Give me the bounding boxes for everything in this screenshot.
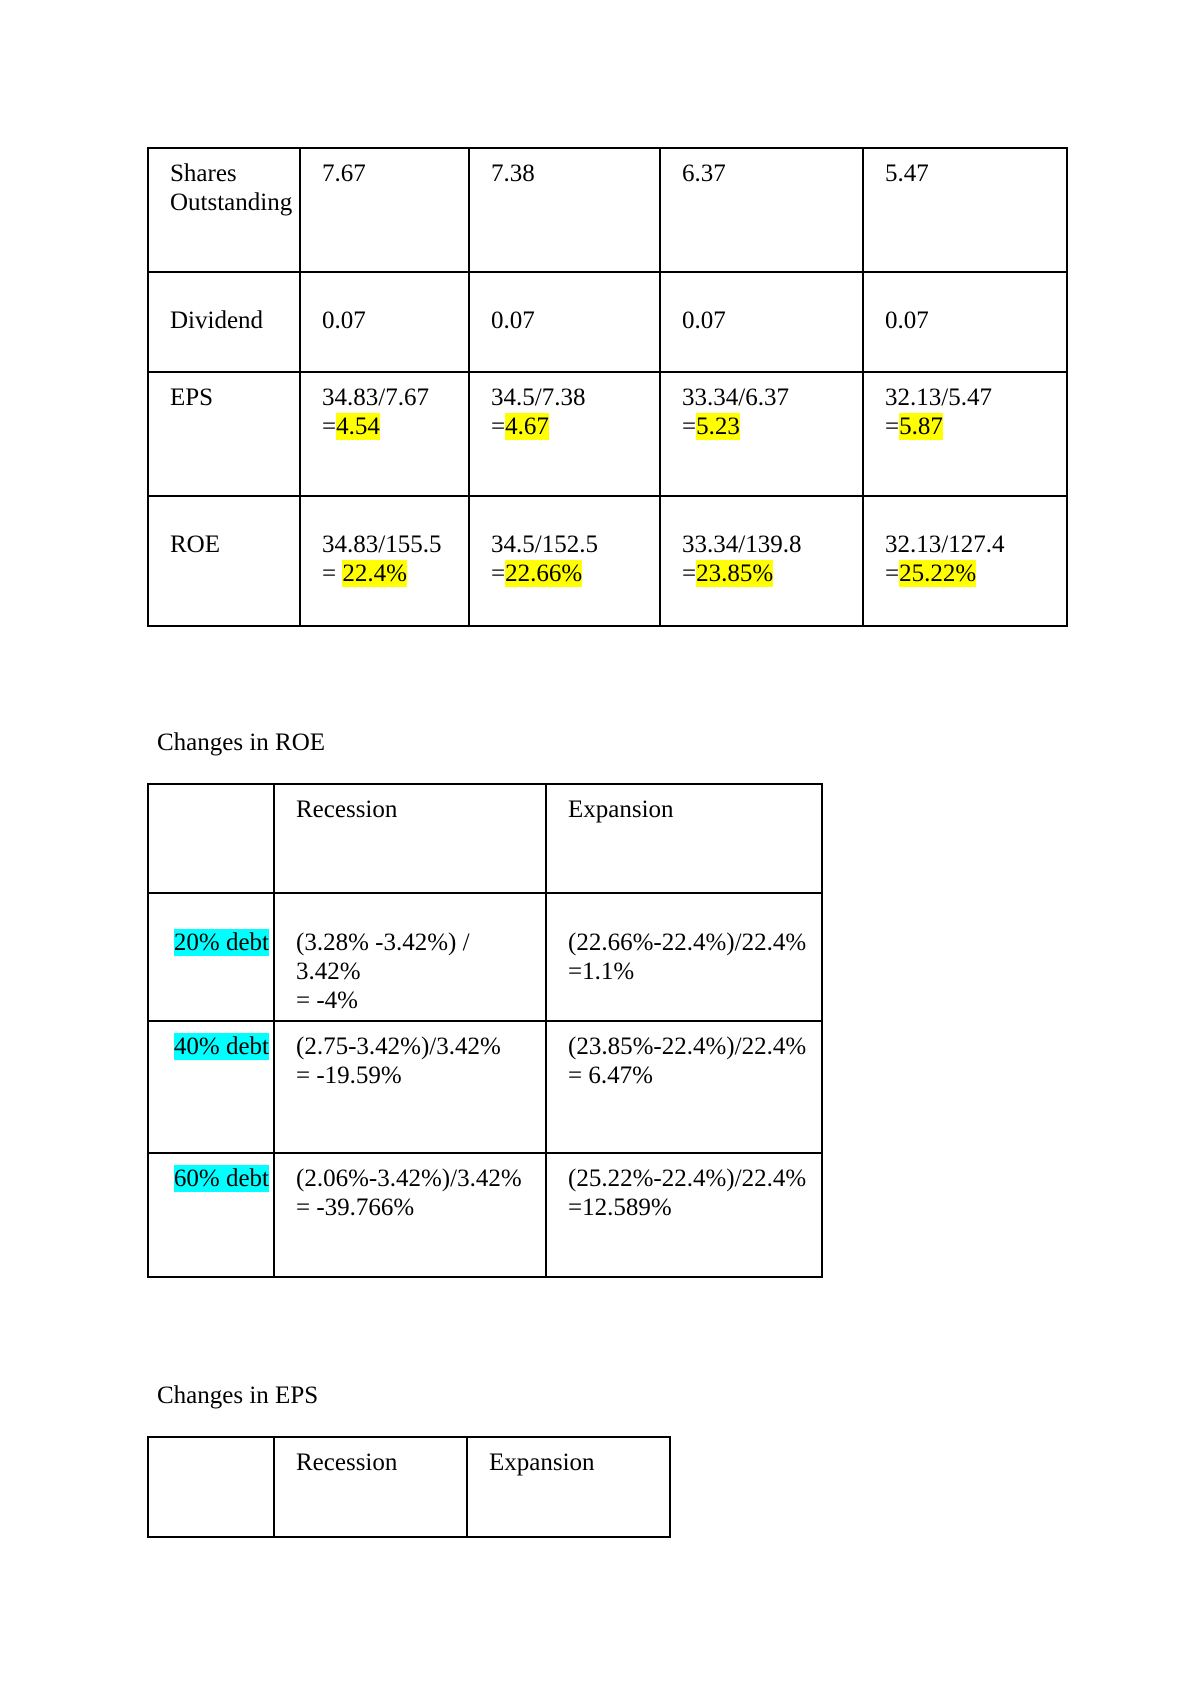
value-cell [469, 272, 660, 372]
cell-value: 7.67 [322, 160, 366, 187]
highlighted-result: 22.66% [505, 560, 583, 587]
shares-outstanding-label: Shares Outstanding [170, 160, 293, 216]
value-cell [300, 148, 469, 272]
roe-label: ROE [170, 531, 220, 558]
row-label [148, 1153, 274, 1277]
value-cell [469, 148, 660, 272]
expansion-cell [546, 893, 822, 1021]
result-text: = -19.59% [296, 1062, 402, 1089]
eps-label: EPS [170, 384, 214, 411]
formula-text: (2.06%-3.42%)/3.42% [296, 1165, 522, 1192]
expansion-header: Expansion [489, 1449, 595, 1476]
value-cell [469, 496, 660, 626]
recession-header: Recession [296, 796, 398, 823]
value-cell [863, 148, 1067, 272]
row-label [148, 893, 274, 1021]
eps-changes-heading: Changes in EPS [157, 1382, 319, 1409]
cell-value: 7.38 [491, 160, 535, 187]
formula-text: 34.83/7.67 [322, 384, 429, 411]
roe-row [148, 496, 1067, 626]
roe-changes-heading: Changes in ROE [157, 729, 326, 756]
result-text: = -4% [296, 987, 358, 1014]
column-header [274, 784, 546, 893]
formula-text: 34.5/152.5 [491, 531, 598, 558]
recession-header: Recession [296, 1449, 398, 1476]
empty-corner-cell [148, 1437, 274, 1537]
formula-text: 32.13/5.47 [885, 384, 992, 411]
formula-text: 34.5/7.38 [491, 384, 586, 411]
result-text: =1.1% [568, 958, 635, 985]
empty-corner-cell [148, 784, 274, 893]
value-cell [660, 272, 863, 372]
cell-value: 0.07 [682, 307, 726, 334]
debt-level-label: 40% debt [173, 1033, 269, 1060]
highlighted-result: 25.22% [899, 560, 977, 587]
debt-40-row [148, 1021, 822, 1153]
recession-cell [274, 1153, 546, 1277]
highlighted-result: 4.67 [505, 413, 549, 440]
equals-sign: = [682, 413, 697, 440]
value-cell [300, 372, 469, 496]
dividend-label: Dividend [170, 307, 264, 334]
cell-value: 6.37 [682, 160, 726, 187]
highlighted-result: 23.85% [696, 560, 774, 587]
equals-sign: = [322, 560, 343, 587]
column-header [274, 1437, 467, 1537]
debt-60-row [148, 1153, 822, 1277]
equals-sign: = [322, 413, 337, 440]
expansion-header: Expansion [568, 796, 674, 823]
formula-text: 34.83/155.5 [322, 531, 442, 558]
debt-level-label: 20% debt [173, 929, 269, 956]
equals-sign: = [491, 413, 506, 440]
highlighted-result: 22.4% [342, 560, 407, 587]
equals-sign: = [682, 560, 697, 587]
cell-value: 0.07 [322, 307, 366, 334]
value-cell [300, 496, 469, 626]
value-cell [660, 148, 863, 272]
roe-changes-table [147, 783, 823, 1278]
equals-sign: = [885, 413, 900, 440]
highlighted-result: 5.87 [899, 413, 943, 440]
result-text: =12.589% [568, 1194, 672, 1221]
formula-text: 33.34/6.37 [682, 384, 789, 411]
formula-text: (3.28% -3.42%) / 3.42% [296, 929, 470, 985]
value-cell [300, 272, 469, 372]
result-text: = -39.766% [296, 1194, 415, 1221]
equals-sign: = [885, 560, 900, 587]
formula-text: (2.75-3.42%)/3.42% [296, 1033, 501, 1060]
highlighted-result: 5.23 [696, 413, 740, 440]
result-text: = 6.47% [568, 1062, 653, 1089]
expansion-cell [546, 1153, 822, 1277]
expansion-cell [546, 1021, 822, 1153]
header-row [148, 784, 822, 893]
header-row [148, 1437, 670, 1537]
highlighted-result: 4.54 [336, 413, 380, 440]
cell-value: 0.07 [885, 307, 929, 334]
metrics-table [147, 147, 1068, 627]
formula-text: 33.34/139.8 [682, 531, 802, 558]
value-cell [863, 372, 1067, 496]
formula-text: (23.85%-22.4%)/22.4% [568, 1033, 807, 1060]
eps-row [148, 372, 1067, 496]
column-header [546, 784, 822, 893]
row-label [148, 496, 300, 626]
cell-value: 5.47 [885, 160, 929, 187]
formula-text: (22.66%-22.4%)/22.4% [568, 929, 807, 956]
eps-changes-table [147, 1436, 671, 1538]
debt-20-row [148, 893, 822, 1021]
row-label [148, 372, 300, 496]
row-label [148, 272, 300, 372]
cell-value: 0.07 [491, 307, 535, 334]
recession-cell [274, 893, 546, 1021]
recession-cell [274, 1021, 546, 1153]
value-cell [660, 372, 863, 496]
value-cell [863, 272, 1067, 372]
value-cell [863, 496, 1067, 626]
value-cell [660, 496, 863, 626]
row-label [148, 1021, 274, 1153]
column-header [467, 1437, 670, 1537]
shares-outstanding-row [148, 148, 1067, 272]
dividend-row [148, 272, 1067, 372]
formula-text: 32.13/127.4 [885, 531, 1005, 558]
debt-level-label: 60% debt [173, 1165, 269, 1192]
row-label [148, 148, 300, 272]
formula-text: (25.22%-22.4%)/22.4% [568, 1165, 807, 1192]
equals-sign: = [491, 560, 506, 587]
value-cell [469, 372, 660, 496]
